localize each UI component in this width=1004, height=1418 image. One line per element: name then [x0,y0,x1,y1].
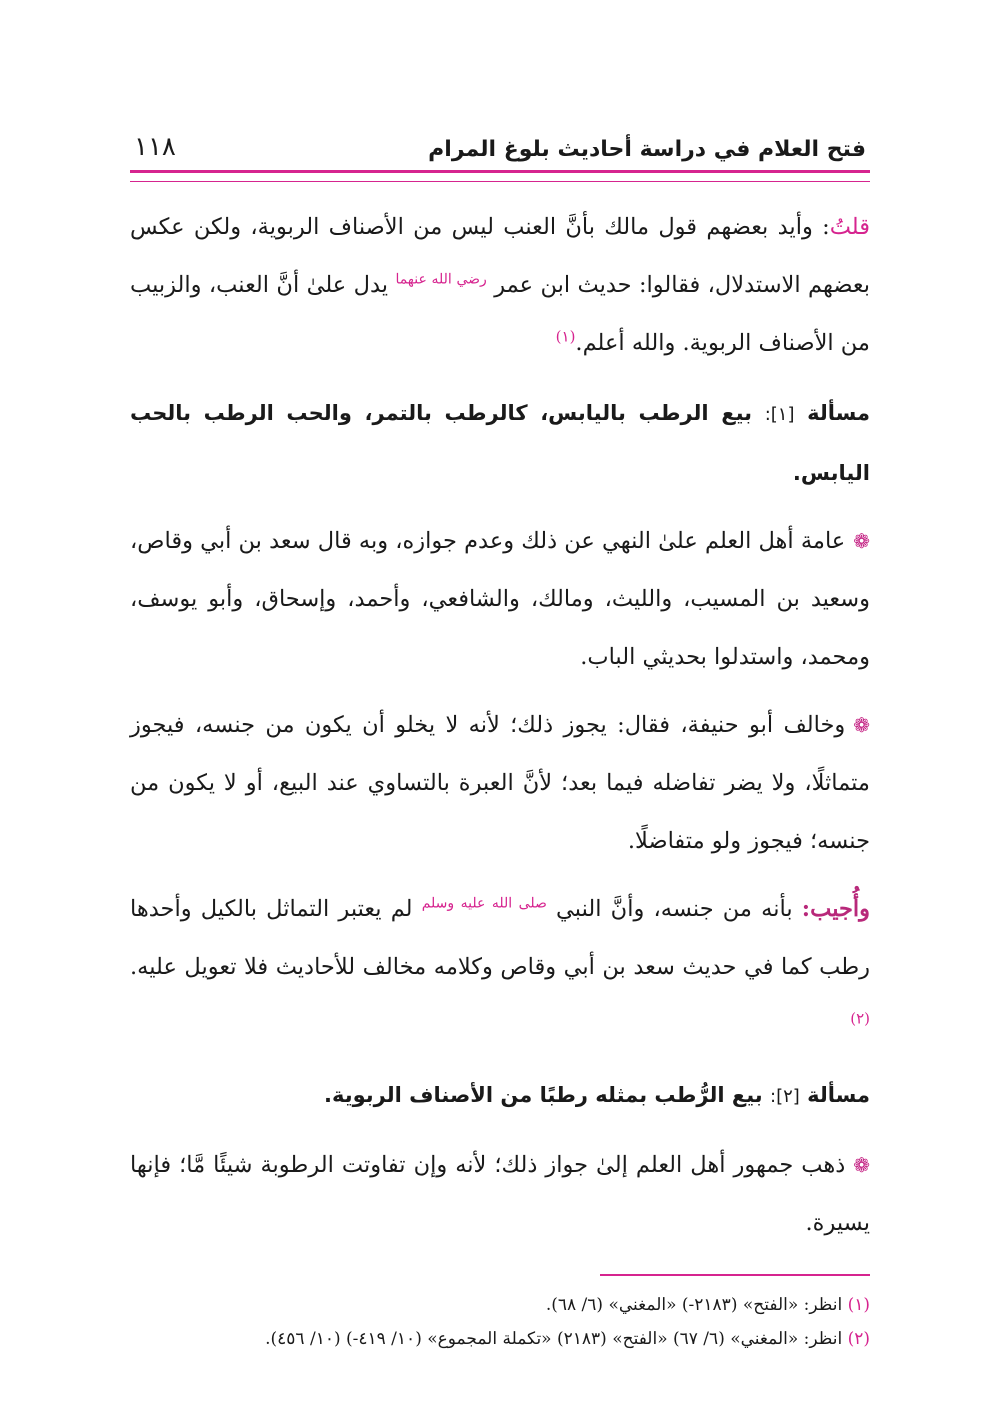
paragraph-abu-hanifa [130,696,870,870]
paragraph-response [130,880,870,1054]
footnotes [130,1288,870,1356]
footnote-text: انظر: «الفتح» (٢١٨٣-) «المغني» (٦/ ٦٨). [545,1295,843,1315]
paragraph-text: بأنه من جنسه، وأنَّ النبي [546,896,802,922]
paragraph-text: : وأيد بعضهم قول مالك بأنَّ العنب ليس من الأصناف الربوية، ولكن عكس بعضهم الاستدلال، فقالوا: حديث ابن عمر [130,214,871,298]
paragraph-opinion [130,198,870,372]
page-number: ١١٨ [134,132,176,162]
running-title: فتح العلام في دراسة أحاديث بلوغ المرام [428,137,866,162]
footnote-number: (١) [847,1295,870,1315]
page-body [130,198,870,1252]
paragraph-text: عامة أهل العلم علىٰ النهي عن ذلك وعدم جوازه، وبه قال سعد بن أبي وقاص، وسعيد بن المسيب، والليث، ومالك، والشافعي، وأحمد، وإسحاق، وأبو يوسف، ومحمد، واستدلوا بحديثي الباب. [130,528,870,670]
footnote-rule [600,1274,870,1276]
issue-number: [١]: [764,404,795,425]
honorific-glyph: صلى الله عليه وسلم [421,895,547,912]
footnote-number: (٢) [847,1329,870,1349]
paragraph-text: ذهب جمهور أهل العلم إلىٰ جواز ذلك؛ لأنه وإن تفاوتت الرطوبة شيئًا مَّا؛ فإنها يسيرة. [130,1152,870,1236]
footnote-item [130,1322,870,1356]
issue-title: بيع الرُّطب بمثله رطبًا من الأصناف الربوية. [324,1083,770,1107]
flower-bullet-icon: ❁ [853,713,870,737]
footnote-text: انظر: «المغني» (٦/ ٦٧) «الفتح» (٢١٨٣) «تكملة المجموع» (١٠/ ٤١٩-) (١٠/ ٤٥٦). [265,1329,843,1349]
flower-bullet-icon: ❁ [853,529,870,553]
paragraph-lead: وأُجيب: [801,896,871,922]
paragraph-text: وخالف أبو حنيفة، فقال: يجوز ذلك؛ لأنه لا يخلو أن يكون من جنسه، فيجوز متماثلًا، ولا يضر تفاضله فيما بعد؛ لأنَّ العبرة بالتساوي عند البيع، أو لا يكون من جنسه؛ فيجوز ولو متفاضلًا. [130,712,870,854]
paragraph-ruling [130,1136,870,1252]
issue-label: مسألة [807,1083,870,1107]
header-rule [130,170,870,182]
flower-bullet-icon: ❁ [853,1153,870,1177]
issue-title: بيع الرطب باليابس، كالرطب بالتمر، والحب الرطب بالحب اليابس. [130,401,870,485]
footnote-ref[interactable]: (٢) [850,1009,870,1028]
paragraph-majority [130,512,870,686]
paragraph-text-continued: لم يعتبر التماثل بالكيل وأحدها رطب كما في حديث سعد بن أبي وقاص وكلامه مخالف للأحاديث فلا تعويل عليه. [130,896,870,980]
running-header [130,120,870,162]
issue-number: [٢]: [770,1086,800,1107]
issue-heading [130,384,870,502]
footnote-item [130,1288,870,1322]
honorific-glyph: رضي الله عنهما [395,271,487,288]
issue-label: مسألة [807,401,870,425]
paragraph-lead: قلتُ [829,214,870,240]
paragraph-text-continued: يدل علىٰ أنَّ العنب، والزبيب من الأصناف الربوية. والله أعلم. [130,272,870,356]
issue-heading [130,1066,870,1126]
book-page [130,120,871,1349]
footnote-ref[interactable]: (١) [555,327,576,346]
